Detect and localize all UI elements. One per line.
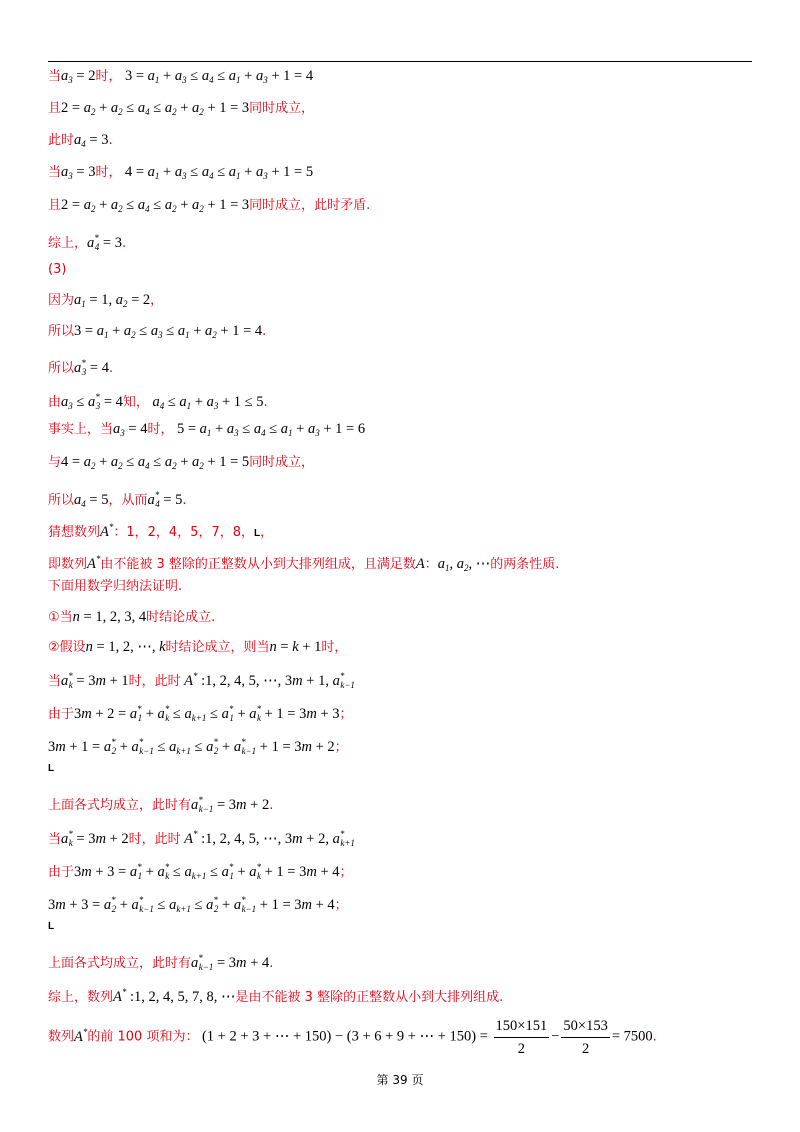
ellipsis-glyph: L — [48, 763, 55, 774]
text: . — [121, 236, 127, 251]
math: $4 = a_1 + a_3 \le a_4 \le a_1 + a_3 + 1 = 5$ — [124, 164, 314, 181]
line-11 — [48, 387, 268, 416]
text: 综上，数列 — [48, 990, 114, 1005]
text: 综上， — [48, 236, 88, 251]
text: ， — [260, 525, 274, 540]
math: $a^*_k = 3m + 2$ — [61, 829, 129, 848]
text: ； — [339, 865, 353, 880]
math: $3 = a_1 + a_2 \le a_3 \le a_1 + a_2 + 1 = 4$ — [74, 323, 263, 340]
text: 上面各式均成立，此时有 — [48, 798, 192, 813]
math: $a^*_4 = 3$ — [87, 233, 122, 252]
text: . — [263, 395, 268, 410]
line-8 — [48, 290, 163, 314]
text: 时， — [95, 69, 122, 84]
text: 同时成立， — [249, 101, 315, 116]
header-rule — [48, 61, 752, 62]
text: ，从而 — [108, 493, 148, 508]
text: 时结论成立，则当 — [165, 640, 270, 655]
text: 同时成立，此时矛盾. — [249, 198, 371, 213]
text: 事实上，当 — [48, 422, 114, 437]
text: ：1，2，4，5，7，8， — [113, 525, 255, 540]
line-5 — [48, 195, 370, 219]
math: $a_4 = 5$ — [74, 492, 109, 509]
math: $a_3 = 4$ — [113, 421, 148, 438]
math: − — [551, 1028, 560, 1045]
text: 由 — [48, 395, 62, 410]
text: 与 — [48, 455, 62, 470]
text: 时， — [321, 640, 348, 655]
text: 所以 — [48, 493, 75, 508]
text: 当 — [48, 69, 62, 84]
math: $a^*_k = 3m + 1$ — [61, 671, 129, 690]
math: $a_3 \le a^*_3 = 4$ — [61, 392, 123, 411]
text: . — [269, 798, 274, 813]
text: 时，此时 — [128, 832, 181, 847]
line-4 — [48, 162, 313, 186]
line-15 — [48, 517, 273, 544]
text: . — [182, 493, 187, 508]
line-24 — [48, 790, 273, 819]
line-13 — [48, 452, 314, 476]
text: 的前 100 项和为： — [87, 1029, 199, 1045]
line-9 — [48, 321, 266, 345]
text: 同时成立， — [249, 455, 315, 470]
line-19 — [48, 637, 347, 658]
text: 当 — [48, 165, 62, 180]
text: ； — [334, 740, 348, 755]
text: 时， — [147, 422, 174, 437]
line-21 — [48, 699, 353, 728]
text: ①当 — [48, 610, 73, 625]
math: A* — [87, 554, 101, 572]
line-1 — [48, 66, 313, 90]
text: 时， — [95, 165, 122, 180]
math: $a_3 = 3$ — [61, 164, 96, 181]
math: n = k + 1 — [269, 639, 322, 655]
math: A* — [100, 522, 114, 540]
fraction-2: $\frac{50\times 153}{2}$ — [561, 1015, 609, 1060]
math: $a^*_3 = 4$ — [74, 358, 109, 377]
text: 且 — [48, 198, 62, 213]
math: $3m + 1 = a^*_2 + a^*_{k-1} \le a_{k+1} \le a^*_2 + a^*_{k-1} + 1 = 3m + 2$ — [48, 737, 335, 756]
math: = 7500 — [611, 1028, 653, 1045]
text: 且 — [48, 101, 62, 116]
text: 所以 — [48, 361, 75, 376]
text: . — [269, 956, 274, 971]
math: $3m + 3 = a^*_1 + a^*_k \le a_{k+1} \le a^*_1 + a^*_k + 1 = 3m + 4$ — [74, 862, 340, 881]
math: $a_4 \le a_1 + a_3 + 1 \le 5$ — [152, 394, 264, 411]
line-27 — [48, 890, 348, 919]
math: n = 1, 2, 3, 4 — [72, 609, 147, 625]
line-7 — [48, 260, 66, 280]
line-26 — [48, 857, 353, 886]
math: A* :1, 2, 4, 5, ⋯, 3m + 1, $a^*_{k-1}$ — [184, 671, 355, 690]
text: ： — [424, 557, 438, 572]
line-14 — [48, 485, 187, 514]
text: ； — [339, 707, 353, 722]
text: 所以 — [48, 324, 75, 339]
line-20 — [48, 666, 355, 695]
line-23 — [48, 758, 54, 779]
math: A* :1, 2, 4, 5, 7, 8, ⋯ — [113, 987, 236, 1005]
page-footer: 第 39 页 — [376, 1073, 424, 1087]
text: . — [108, 361, 114, 376]
text: 时，此时 — [128, 674, 181, 689]
text: 当 — [48, 674, 62, 689]
math: n = 1, 2, ⋯, k — [85, 639, 166, 655]
math: $a_4 = 3$ — [74, 132, 109, 149]
line-6 — [48, 228, 126, 257]
math: $a_1$, $a_2$, ⋯ — [437, 556, 491, 573]
text: 由不能被 3 整除的正整数从小到大排列组成，且满足数 — [100, 557, 416, 572]
math: $a^*_4 = 5$ — [147, 490, 183, 509]
line-17 — [48, 577, 182, 597]
section-label: (3) — [48, 262, 67, 277]
math: $a^*_{k-1} = 3m + 2$ — [191, 795, 270, 814]
math: $3 = a_1 + a_3 \le a_4 \le a_1 + a_3 + 1 = 4$ — [124, 68, 314, 85]
text: 猜想数列 — [48, 525, 101, 540]
math: A — [415, 556, 425, 572]
line-16 — [48, 549, 559, 578]
math: A* :1, 2, 4, 5, ⋯, 3m + 2, $a^*_{k+1}$ — [184, 829, 355, 848]
line-22 — [48, 732, 348, 761]
text: . — [108, 133, 113, 148]
math: $a^*_{k-1} = 3m + 4$ — [191, 953, 270, 972]
text: 由于 — [48, 865, 75, 880]
text: . — [262, 324, 267, 339]
text: . — [652, 1029, 657, 1045]
text: 上面各式均成立，此时有 — [48, 956, 192, 971]
line-18 — [48, 607, 215, 628]
text: 数列 — [48, 1029, 75, 1045]
line-3 — [48, 130, 113, 154]
math: $2 = a_2 + a_2 \le a_4 \le a_2 + a_2 + 1 = 3$ — [61, 197, 250, 214]
line-31 — [48, 1015, 657, 1060]
line-12 — [48, 419, 365, 443]
line-2 — [48, 98, 314, 122]
math: $3m + 3 = a^*_2 + a^*_{k-1} \le a_{k+1} \le a^*_2 + a^*_{k-1} + 1 = 3m + 4$ — [48, 895, 335, 914]
text: 的两条性质. — [490, 557, 560, 572]
text: 此时 — [48, 133, 75, 148]
math: $a_1 = 1$, $a_2 = 2$ — [74, 292, 151, 309]
line-28 — [48, 916, 54, 937]
text: 当 — [48, 832, 62, 847]
text: 时结论成立. — [146, 610, 216, 625]
line-25 — [48, 824, 355, 853]
text: 即数列 — [48, 557, 88, 572]
text: 由于 — [48, 707, 75, 722]
math: $5 = a_1 + a_3 \le a_4 \le a_1 + a_3 + 1 = 6$ — [176, 421, 366, 438]
math: $2 = a_2 + a_2 \le a_4 \le a_2 + a_2 + 1 = 3$ — [61, 100, 250, 117]
math: $4 = a_2 + a_2 \le a_4 \le a_2 + a_2 + 1 = 5$ — [61, 454, 250, 471]
fraction-1: $\frac{150\times 151}{2}$ — [494, 1015, 550, 1060]
ellipsis-glyph: L — [48, 921, 55, 932]
text: ； — [334, 898, 348, 913]
math: $3m + 2 = a^*_1 + a^*_k \le a_{k+1} \le a^*_1 + a^*_k + 1 = 3m + 3$ — [74, 704, 340, 723]
line-10 — [48, 353, 113, 382]
text: 知， — [122, 395, 149, 410]
ellipsis-glyph: L — [254, 528, 261, 539]
text: 下面用数学归纳法证明. — [48, 579, 183, 594]
math: $a_3 = 2$ — [61, 68, 96, 85]
sum-formula: (1 + 2 + 3 + ⋯ + 150) − (3 + 6 + 9 + ⋯ + 150) = — [201, 1028, 492, 1045]
text: 是由不能被 3 整除的正整数从小到大排列组成. — [235, 990, 504, 1005]
math: A* — [74, 1026, 88, 1045]
text: ②假设 — [48, 640, 86, 655]
line-30 — [48, 982, 503, 1008]
text: ， — [150, 293, 164, 308]
text: 因为 — [48, 293, 75, 308]
line-29 — [48, 948, 273, 977]
